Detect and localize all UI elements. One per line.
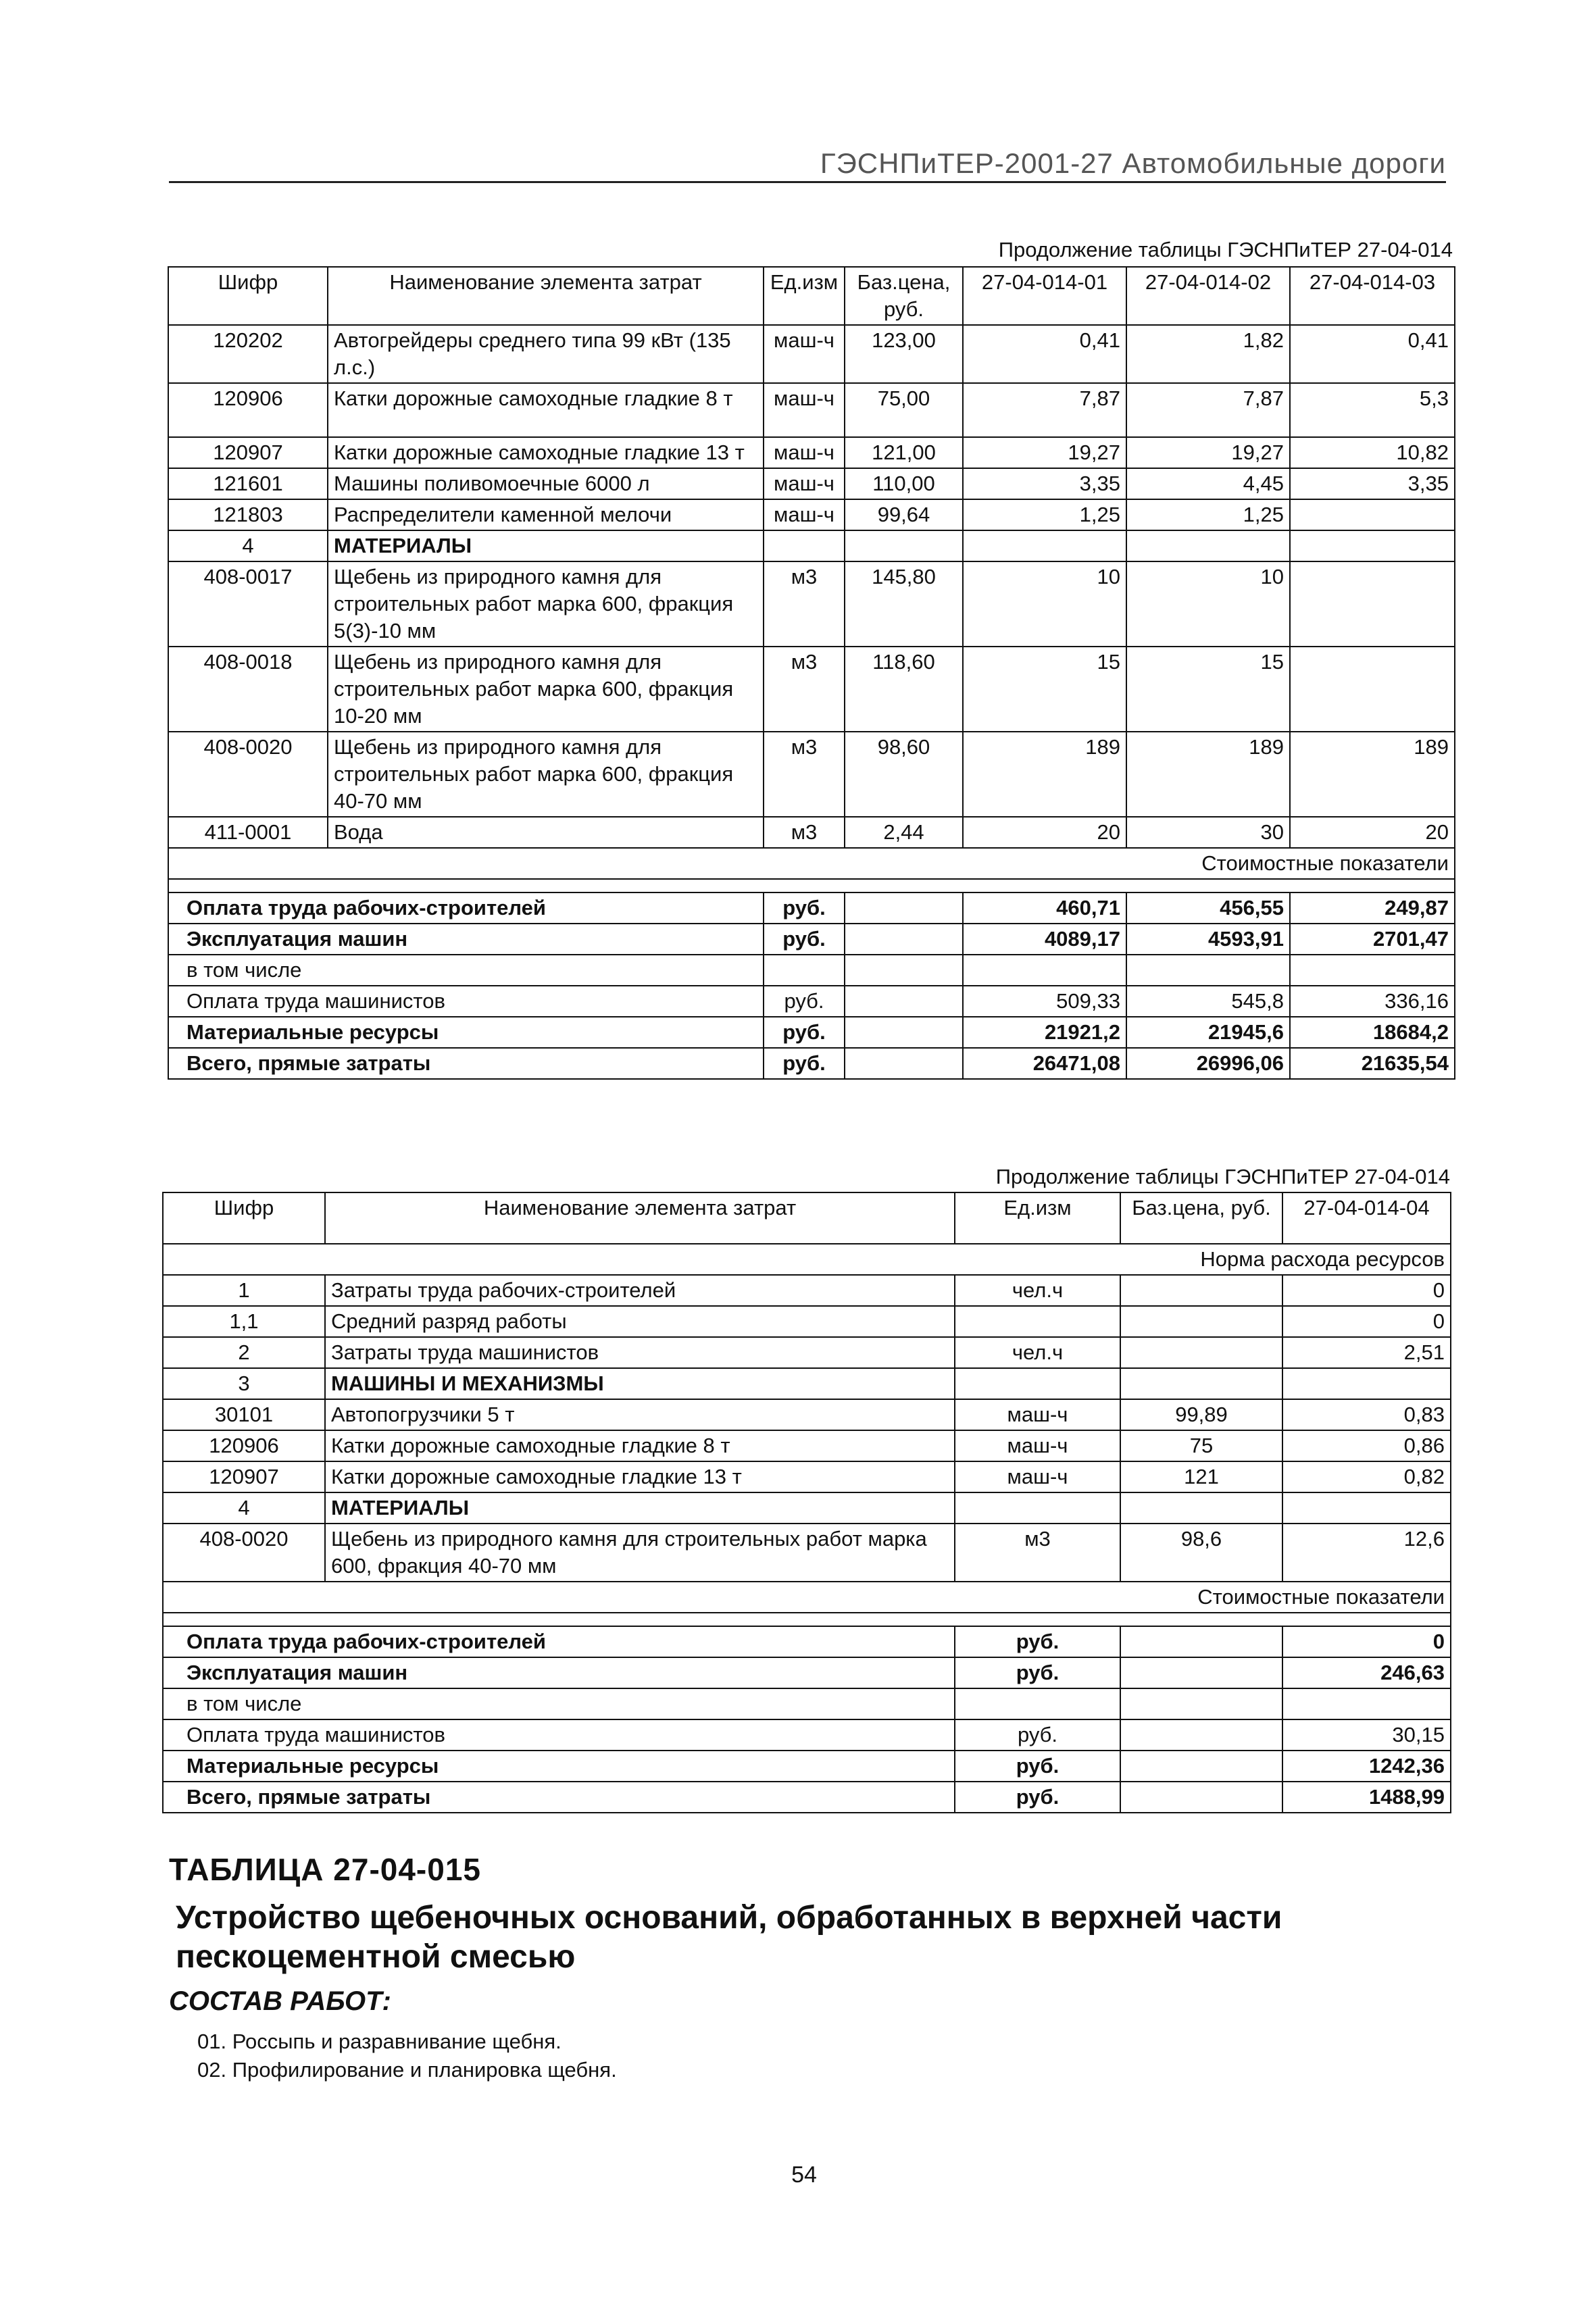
- table-cell: 121: [1120, 1461, 1282, 1492]
- table-cell: [1290, 561, 1455, 647]
- table-cell: [764, 530, 845, 561]
- spacer-row: [163, 1613, 1451, 1626]
- cost-row: [163, 1657, 1451, 1688]
- composition-title: СОСТАВ РАБОТ:: [169, 1986, 391, 2016]
- cost-value: 249,87: [1290, 892, 1455, 924]
- table-cell: 12,6: [1282, 1524, 1451, 1582]
- cost-value: 21945,6: [1126, 1017, 1290, 1048]
- table-cell: 5,3: [1290, 383, 1455, 437]
- table-cell: [963, 530, 1126, 561]
- cost-price: [1120, 1657, 1282, 1688]
- table-cell: Катки дорожные самоходные гладкие 13 т: [325, 1461, 955, 1492]
- header-cell: Наименование элемента затрат: [328, 267, 764, 325]
- code-cell: 120907: [168, 437, 328, 468]
- table-cell: 19,27: [1126, 437, 1290, 468]
- table2-caption: Продолжение таблицы ГЭСНПиТЕР 27-04-014: [995, 1165, 1450, 1188]
- code-cell: 1,1: [163, 1306, 325, 1337]
- spacer-cell: [163, 1613, 1451, 1626]
- table-cell: 15: [1126, 647, 1290, 732]
- cost-row: [163, 1626, 1451, 1657]
- table-row: [168, 325, 1455, 383]
- table-cell: Машины поливомоечные 6000 л: [328, 468, 764, 499]
- cost-unit: руб.: [955, 1751, 1120, 1782]
- running-header-text: ГЭСНПиТЕР-2001-27 Автомобильные дороги: [820, 147, 1446, 179]
- table-row: [168, 817, 1455, 848]
- table-cell: Катки дорожные самоходные гладкие 13 т: [328, 437, 764, 468]
- table-cell: 0: [1282, 1275, 1451, 1306]
- table-row: [168, 437, 1455, 468]
- table-cell: чел.ч: [955, 1337, 1120, 1368]
- cost-row: [168, 986, 1455, 1017]
- cost-label: Всего, прямые затраты: [168, 1048, 764, 1079]
- table-cell: 0,82: [1282, 1461, 1451, 1492]
- table-cell: 3,35: [963, 468, 1126, 499]
- cost-value: 26996,06: [1126, 1048, 1290, 1079]
- cost-price: [845, 892, 963, 924]
- table-cell: м3: [764, 647, 845, 732]
- cost-value: 21635,54: [1290, 1048, 1455, 1079]
- table-cell: 2,51: [1282, 1337, 1451, 1368]
- table-cell: 98,6: [1120, 1524, 1282, 1582]
- cost-value: [963, 955, 1126, 986]
- cost-price: [1120, 1688, 1282, 1719]
- table-row: [163, 1461, 1451, 1492]
- cost-row: [168, 1017, 1455, 1048]
- header-cell: Баз.цена, руб.: [1120, 1192, 1282, 1244]
- table-cell: 189: [1126, 732, 1290, 817]
- header-cell: Баз.цена, руб.: [845, 267, 963, 325]
- cost-value: 456,55: [1126, 892, 1290, 924]
- cost-unit: [955, 1688, 1120, 1719]
- header-cell: 27-04-014-01: [963, 267, 1126, 325]
- table-cell: 20: [963, 817, 1126, 848]
- table-cell: 121,00: [845, 437, 963, 468]
- table-cell: 99,64: [845, 499, 963, 530]
- code-cell: 408-0020: [168, 732, 328, 817]
- table-cell: Затраты труда машинистов: [325, 1337, 955, 1368]
- table-cell: Щебень из природного камня для строительных работ марка 600, фракция 10-20 мм: [328, 647, 764, 732]
- table-cell: 0,41: [963, 325, 1126, 383]
- cost-label: в том числе: [163, 1688, 955, 1719]
- table-cell: 110,00: [845, 468, 963, 499]
- cost-label: Оплата труда машинистов: [163, 1719, 955, 1751]
- table-cell: Автогрейдеры среднего типа 99 кВт (135 л.с.): [328, 325, 764, 383]
- table1-caption: Продолжение таблицы ГЭСНПиТЕР 27-04-014: [998, 238, 1453, 261]
- table-cell: 1,25: [963, 499, 1126, 530]
- norm-label: Норма расхода ресурсов: [163, 1244, 1451, 1275]
- table-cell: 0,41: [1290, 325, 1455, 383]
- work-step-2: 02. Профилирование и планировка щебня.: [197, 2058, 617, 2082]
- cost-value: 336,16: [1290, 986, 1455, 1017]
- cost-unit: руб.: [955, 1657, 1120, 1688]
- table-cell: маш-ч: [955, 1399, 1120, 1430]
- table-header-row: [168, 267, 1455, 325]
- table-row: [163, 1399, 1451, 1430]
- header-cell: 27-04-014-02: [1126, 267, 1290, 325]
- table-cell: маш-ч: [955, 1461, 1120, 1492]
- table-cell: [845, 530, 963, 561]
- code-cell: 120907: [163, 1461, 325, 1492]
- cost-unit: руб.: [764, 1048, 845, 1079]
- table-cell: МАТЕРИАЛЫ: [328, 530, 764, 561]
- cost-unit: руб.: [764, 924, 845, 955]
- cost-label: Оплата труда машинистов: [168, 986, 764, 1017]
- cost-value: 4593,91: [1126, 924, 1290, 955]
- code-cell: 2: [163, 1337, 325, 1368]
- code-cell: 408-0017: [168, 561, 328, 647]
- table-cell: маш-ч: [764, 325, 845, 383]
- header-cell: Ед.изм: [955, 1192, 1120, 1244]
- cost-unit: руб.: [955, 1626, 1120, 1657]
- code-cell: 4: [168, 530, 328, 561]
- table-cell: Щебень из природного камня для строительных работ марка 600, фракция 5(3)-10 мм: [328, 561, 764, 647]
- table-cell: 2,44: [845, 817, 963, 848]
- cost-row: [163, 1719, 1451, 1751]
- cost-unit: руб.: [955, 1782, 1120, 1813]
- table-cell: [955, 1368, 1120, 1399]
- table-cell: маш-ч: [764, 383, 845, 437]
- cost-unit: руб.: [764, 892, 845, 924]
- code-cell: 120906: [163, 1430, 325, 1461]
- cost-value: 246,63: [1282, 1657, 1451, 1688]
- table-cell: [955, 1492, 1120, 1524]
- table-cell: [1120, 1368, 1282, 1399]
- table-row: [163, 1430, 1451, 1461]
- table-cell: [955, 1306, 1120, 1337]
- code-cell: 30101: [163, 1399, 325, 1430]
- code-cell: 4: [163, 1492, 325, 1524]
- section-title: ТАБЛИЦА 27-04-015: [169, 1852, 481, 1887]
- work-step-1: 01. Россыпь и разравнивание щебня.: [197, 2030, 562, 2053]
- table-cell: Автопогрузчики 5 т: [325, 1399, 955, 1430]
- cost-row: [163, 1751, 1451, 1782]
- cost-price: [845, 924, 963, 955]
- header-cell: 27-04-014-03: [1290, 267, 1455, 325]
- table-cell: [1120, 1337, 1282, 1368]
- cost-unit: руб.: [764, 986, 845, 1017]
- cost-price: [845, 986, 963, 1017]
- cost-value: 4089,17: [963, 924, 1126, 955]
- table-cell: 98,60: [845, 732, 963, 817]
- table-row: [163, 1337, 1451, 1368]
- cost-row: [163, 1688, 1451, 1719]
- table-cell: м3: [764, 817, 845, 848]
- header-cell: Наименование элемента затрат: [325, 1192, 955, 1244]
- cost-row: [168, 892, 1455, 924]
- section-row: [163, 1582, 1451, 1613]
- code-cell: 1: [163, 1275, 325, 1306]
- table-cell: маш-ч: [764, 437, 845, 468]
- cost-label: Материальные ресурсы: [168, 1017, 764, 1048]
- table-cell: МАШИНЫ И МЕХАНИЗМЫ: [325, 1368, 955, 1399]
- table-cell: [1290, 530, 1455, 561]
- norm-row: [163, 1244, 1451, 1275]
- cost-label: Эксплуатация машин: [163, 1657, 955, 1688]
- table-cell: 20: [1290, 817, 1455, 848]
- table-cell: 7,87: [1126, 383, 1290, 437]
- table-cell: 75,00: [845, 383, 963, 437]
- cost-row: [168, 955, 1455, 986]
- cost-label: Материальные ресурсы: [163, 1751, 955, 1782]
- header-cell: Шифр: [163, 1192, 325, 1244]
- table-cell: Затраты труда рабочих-строителей: [325, 1275, 955, 1306]
- table-cell: 19,27: [963, 437, 1126, 468]
- table-cell: Катки дорожные самоходные гладкие 8 т: [325, 1430, 955, 1461]
- spacer-row: [168, 879, 1455, 892]
- table-cell: 0,86: [1282, 1430, 1451, 1461]
- table-row: [163, 1275, 1451, 1306]
- table-cell: [1282, 1492, 1451, 1524]
- table-cell: [1126, 530, 1290, 561]
- table-cell: 0: [1282, 1306, 1451, 1337]
- header-cell: Ед.изм: [764, 267, 845, 325]
- table-row: [163, 1524, 1451, 1582]
- table-cell: 7,87: [963, 383, 1126, 437]
- table-cell: 0,83: [1282, 1399, 1451, 1430]
- table-cell: м3: [764, 732, 845, 817]
- resource-table-2: [162, 1192, 1451, 1813]
- cost-row: [163, 1782, 1451, 1813]
- code-cell: 408-0020: [163, 1524, 325, 1582]
- table-cell: 145,80: [845, 561, 963, 647]
- table-cell: Средний разряд работы: [325, 1306, 955, 1337]
- table-cell: Распределители каменной мелочи: [328, 499, 764, 530]
- table-cell: 189: [963, 732, 1126, 817]
- cost-value: [1126, 955, 1290, 986]
- table-row: [163, 1492, 1451, 1524]
- cost-unit: руб.: [764, 1017, 845, 1048]
- cost-price: [1120, 1626, 1282, 1657]
- table-cell: 15: [963, 647, 1126, 732]
- cost-label: Эксплуатация машин: [168, 924, 764, 955]
- table-row: [168, 499, 1455, 530]
- table-cell: м3: [955, 1524, 1120, 1582]
- code-cell: 120906: [168, 383, 328, 437]
- table-row: [168, 383, 1455, 437]
- cost-value: [1282, 1688, 1451, 1719]
- table-cell: 10,82: [1290, 437, 1455, 468]
- cost-label: Оплата труда рабочих-строителей: [163, 1626, 955, 1657]
- cost-value: 30,15: [1282, 1719, 1451, 1751]
- table-cell: 4,45: [1126, 468, 1290, 499]
- table-cell: 1,82: [1126, 325, 1290, 383]
- table-cell: маш-ч: [955, 1430, 1120, 1461]
- section-label: Стоимостные показатели: [163, 1582, 1451, 1613]
- cost-price: [1120, 1751, 1282, 1782]
- table-cell: 123,00: [845, 325, 963, 383]
- table-cell: 99,89: [1120, 1399, 1282, 1430]
- table-cell: Щебень из природного камня для строительных работ марка 600, фракция 40-70 мм: [325, 1524, 955, 1582]
- table-cell: 30: [1126, 817, 1290, 848]
- table-cell: маш-ч: [764, 499, 845, 530]
- code-cell: 120202: [168, 325, 328, 383]
- cost-price: [1120, 1719, 1282, 1751]
- table-cell: Катки дорожные самоходные гладкие 8 т: [328, 383, 764, 437]
- table-cell: чел.ч: [955, 1275, 1120, 1306]
- table-row: [163, 1306, 1451, 1337]
- cost-label: Оплата труда рабочих-строителей: [168, 892, 764, 924]
- section-label: Стоимостные показатели: [168, 848, 1455, 879]
- table-cell: 10: [1126, 561, 1290, 647]
- page-number: 54: [791, 2162, 817, 2188]
- code-cell: 3: [163, 1368, 325, 1399]
- cost-price: [845, 1017, 963, 1048]
- table-cell: [1120, 1306, 1282, 1337]
- cost-label: Всего, прямые затраты: [163, 1782, 955, 1813]
- code-cell: 121601: [168, 468, 328, 499]
- spacer-cell: [168, 879, 1455, 892]
- cost-price: [1120, 1782, 1282, 1813]
- cost-row: [168, 924, 1455, 955]
- cost-value: 1488,99: [1282, 1782, 1451, 1813]
- section-row: [168, 848, 1455, 879]
- cost-value: 545,8: [1126, 986, 1290, 1017]
- cost-row: [168, 1048, 1455, 1079]
- header-cell: 27-04-014-04: [1282, 1192, 1451, 1244]
- cost-value: 460,71: [963, 892, 1126, 924]
- table-row: [168, 647, 1455, 732]
- cost-value: [1290, 955, 1455, 986]
- cost-price: [845, 955, 963, 986]
- running-header: [169, 147, 1446, 183]
- cost-value: 0: [1282, 1626, 1451, 1657]
- table-cell: м3: [764, 561, 845, 647]
- cost-value: 509,33: [963, 986, 1126, 1017]
- table-cell: [1120, 1492, 1282, 1524]
- table-cell: Щебень из природного камня для строительных работ марка 600, фракция 40-70 мм: [328, 732, 764, 817]
- cost-unit: [764, 955, 845, 986]
- resource-table-1: [168, 266, 1455, 1080]
- header-cell: Шифр: [168, 267, 328, 325]
- cost-label: в том числе: [168, 955, 764, 986]
- cost-value: 2701,47: [1290, 924, 1455, 955]
- cost-value: 21921,2: [963, 1017, 1126, 1048]
- code-cell: 121803: [168, 499, 328, 530]
- cost-price: [845, 1048, 963, 1079]
- section-subtitle: Устройство щебеночных оснований, обработанных в верхней части пескоцементной смесью: [176, 1900, 1282, 1975]
- table-cell: 3,35: [1290, 468, 1455, 499]
- table-row: [168, 468, 1455, 499]
- table-cell: МАТЕРИАЛЫ: [325, 1492, 955, 1524]
- table-cell: 75: [1120, 1430, 1282, 1461]
- table-cell: [1290, 499, 1455, 530]
- code-cell: 408-0018: [168, 647, 328, 732]
- table-row: [168, 732, 1455, 817]
- table-row: [168, 561, 1455, 647]
- table-cell: [1282, 1368, 1451, 1399]
- table-cell: 1,25: [1126, 499, 1290, 530]
- table-cell: маш-ч: [764, 468, 845, 499]
- cost-value: 26471,08: [963, 1048, 1126, 1079]
- table-cell: 10: [963, 561, 1126, 647]
- table-cell: 118,60: [845, 647, 963, 732]
- table-cell: Вода: [328, 817, 764, 848]
- table-cell: 189: [1290, 732, 1455, 817]
- table-cell: [1120, 1275, 1282, 1306]
- cost-value: 1242,36: [1282, 1751, 1451, 1782]
- table-header-row: [163, 1192, 1451, 1244]
- table-row: [168, 530, 1455, 561]
- table-row: [163, 1368, 1451, 1399]
- cost-value: 18684,2: [1290, 1017, 1455, 1048]
- table-cell: [1290, 647, 1455, 732]
- cost-unit: руб.: [955, 1719, 1120, 1751]
- code-cell: 411-0001: [168, 817, 328, 848]
